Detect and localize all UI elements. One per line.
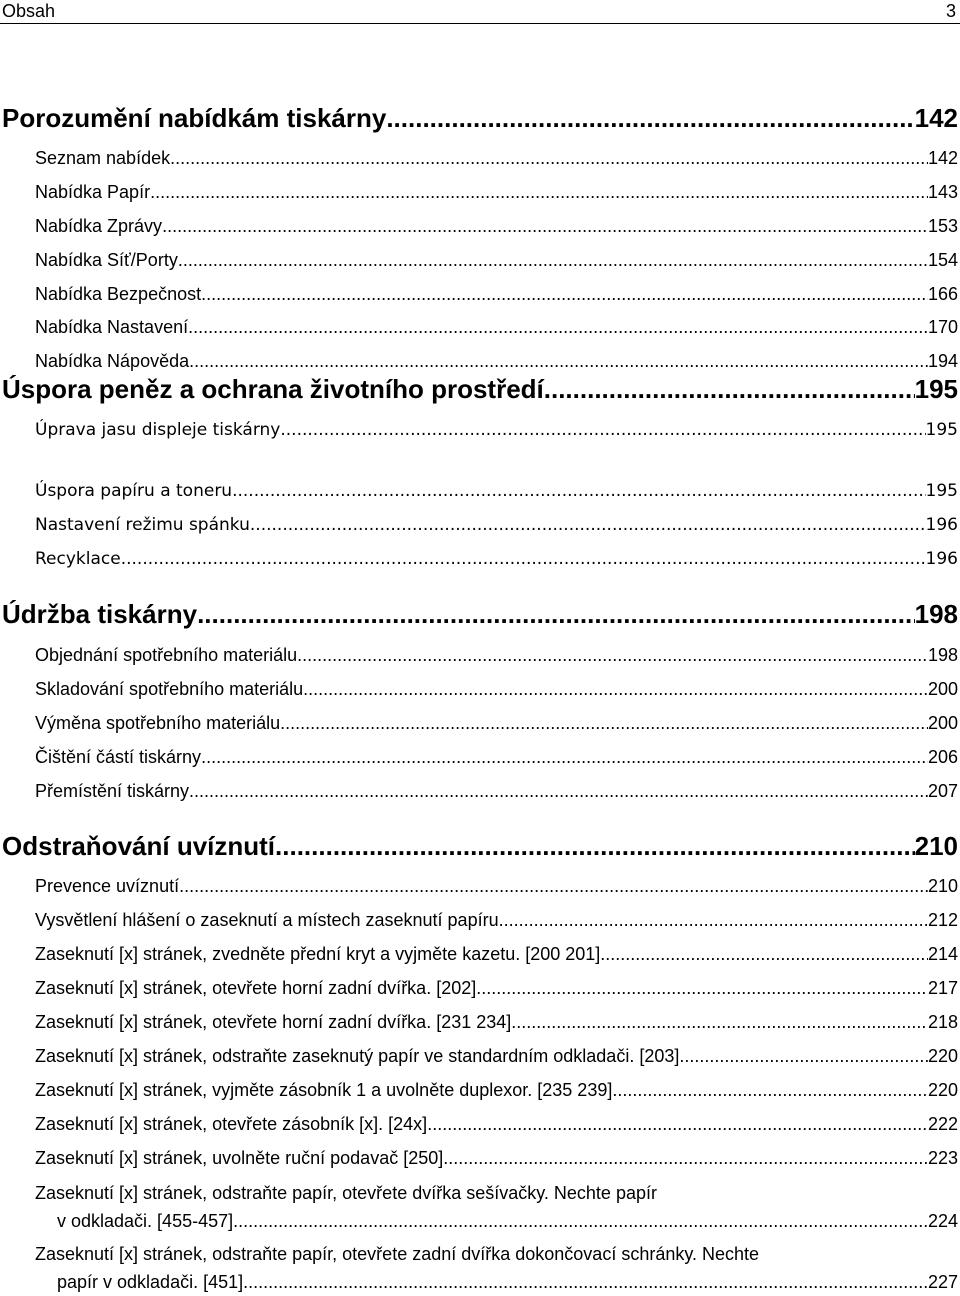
toc-item[interactable]: [35, 908, 958, 932]
item-page: 166: [927, 284, 958, 304]
item-page: 200: [927, 713, 958, 733]
leader-dots: [250, 513, 926, 537]
page-number: 3: [945, 1, 956, 21]
item-label: Recyklace: [35, 549, 121, 569]
toc-item[interactable]: [35, 214, 958, 238]
item-page: 198: [927, 645, 958, 665]
item-label: Objednání spotřebního materiálu: [35, 645, 298, 665]
leader-dots: [280, 711, 928, 735]
chapter-title: Odstraňování uvíznutí: [2, 831, 276, 861]
item-page: 143: [927, 182, 958, 202]
item-label: Úspora papíru a toneru: [35, 481, 233, 501]
toc-item[interactable]: [35, 1010, 958, 1034]
item-page: 218: [927, 1012, 958, 1032]
item-page: 227: [927, 1272, 958, 1292]
leader-dots: [178, 248, 928, 272]
leader-dots: [197, 597, 915, 631]
item-label: Nabídka Nastavení: [35, 317, 189, 337]
leader-dots: [303, 677, 928, 701]
leader-dots: [275, 829, 915, 863]
item-page: 142: [927, 148, 958, 168]
item-page: 153: [927, 216, 958, 236]
item-label: Nastavení režimu spánku: [35, 515, 250, 535]
leader-dots: [544, 372, 915, 406]
leader-dots: [443, 1146, 928, 1170]
toc-item[interactable]: [35, 479, 958, 503]
item-label: Zaseknutí [x] stránek, vyjměte zásobník 1 a uvolněte duplexor. [235 239]: [35, 1080, 613, 1100]
item-page: 195: [925, 481, 958, 501]
leader-dots: [179, 874, 928, 898]
toc-item[interactable]: [35, 1240, 958, 1296]
item-label: Přemístění tiskárny: [35, 781, 190, 801]
leader-dots: [162, 214, 928, 238]
leader-dots: [499, 908, 928, 932]
toc-item[interactable]: [35, 1179, 958, 1235]
item-page: 170: [927, 317, 958, 337]
leader-dots: [201, 745, 928, 769]
item-label: Zaseknutí [x] stránek, otevřete zásobník [x]. [24x]: [35, 1114, 428, 1134]
chapter-title: Údržba tiskárny: [2, 599, 198, 629]
toc-item[interactable]: [35, 315, 958, 339]
toc-item[interactable]: [35, 1044, 958, 1068]
toc-item[interactable]: [35, 547, 958, 571]
toc-item[interactable]: [35, 677, 958, 701]
item-label: Nabídka Papír: [35, 182, 151, 202]
chapter-page: 195: [914, 374, 958, 404]
item-page: 154: [927, 250, 958, 270]
item-page: 222: [927, 1114, 958, 1134]
item-page: 206: [927, 747, 958, 767]
chapter-page: 142: [914, 103, 958, 133]
leader-dots: [189, 349, 928, 373]
leader-dots: [188, 315, 928, 339]
item-label: Skladování spotřebního materiálu: [35, 679, 304, 699]
toc-item[interactable]: [35, 282, 958, 306]
leader-dots: [150, 180, 928, 204]
leader-dots: [170, 146, 928, 170]
toc-chapter[interactable]: [2, 101, 958, 135]
item-page: 223: [927, 1148, 958, 1168]
item-label: Výměna spotřebního materiálu: [35, 713, 281, 733]
leader-dots: [280, 418, 925, 442]
item-label: Úprava jasu displeje tiskárny: [35, 420, 281, 440]
item-label: Čištění částí tiskárny: [35, 747, 202, 767]
item-label-line1: Zaseknutí [x] stránek, odstraňte papír, otevřete dvířka sešívačky. Nechte papír: [35, 1183, 657, 1203]
leader-dots: [189, 779, 928, 803]
item-label-line2: v odkladači. [455-457]: [57, 1211, 234, 1231]
toc-chapter[interactable]: [2, 372, 958, 406]
toc-item[interactable]: [35, 1078, 958, 1102]
item-label: Prevence uvíznutí: [35, 876, 180, 896]
toc-item[interactable]: [35, 779, 958, 803]
item-label-line2: papír v odkladači. [451]: [57, 1272, 244, 1292]
chapter-title: Porozumění nabídkám tiskárny: [2, 103, 387, 133]
toc-chapter[interactable]: [2, 829, 958, 863]
toc-item[interactable]: [35, 976, 958, 1000]
item-page: 224: [927, 1211, 958, 1231]
toc-item[interactable]: [35, 418, 958, 442]
item-page: 212: [927, 910, 958, 930]
item-label: Zaseknutí [x] stránek, uvolněte ruční podavač [250]: [35, 1148, 444, 1168]
item-label: Zaseknutí [x] stránek, zvedněte přední kryt a vyjměte kazetu. [200 201]: [35, 944, 601, 964]
item-label-line1: Zaseknutí [x] stránek, odstraňte papír, otevřete zadní dvířka dokončovací schránky. Nechte: [35, 1244, 760, 1264]
item-page: 220: [927, 1080, 958, 1100]
item-page: 217: [927, 978, 958, 998]
item-page: 196: [925, 549, 958, 569]
leader-dots: [297, 643, 928, 667]
item-page: 220: [927, 1046, 958, 1066]
item-label: Nabídka Nápověda: [35, 351, 190, 371]
item-label: Zaseknutí [x] stránek, otevřete horní zadní dvířka. [202]: [35, 978, 477, 998]
leader-dots: [427, 1112, 928, 1136]
item-page: 210: [927, 876, 958, 896]
item-page: 194: [927, 351, 958, 371]
leader-dots: [121, 547, 926, 571]
section-title: Obsah: [2, 1, 56, 21]
toc-item[interactable]: [35, 349, 958, 373]
item-label: Zaseknutí [x] stránek, otevřete horní zadní dvířka. [231 234]: [35, 1012, 512, 1032]
item-label: Nabídka Síť/Porty: [35, 250, 178, 270]
chapter-page: 210: [914, 831, 958, 861]
leader-dots: [233, 1207, 928, 1235]
leader-dots: [600, 942, 928, 966]
item-page: 195: [925, 420, 958, 440]
chapter-title: Úspora peněz a ochrana životního prostředí: [2, 374, 544, 404]
toc-item[interactable]: [35, 874, 958, 898]
toc-item[interactable]: [35, 711, 958, 735]
leader-dots: [386, 101, 914, 135]
leader-dots: [232, 479, 925, 503]
toc-item[interactable]: [35, 146, 958, 170]
chapter-page: 198: [914, 599, 958, 629]
toc-item[interactable]: [35, 1112, 958, 1136]
leader-dots: [511, 1010, 928, 1034]
item-page: 196: [925, 515, 958, 535]
toc-item[interactable]: [35, 248, 958, 272]
item-label: Nabídka Bezpečnost: [35, 284, 202, 304]
toc-chapter[interactable]: [2, 597, 958, 631]
item-label: Vysvětlení hlášení o zaseknutí a místech zaseknutí papíru: [35, 910, 499, 930]
item-page: 207: [927, 781, 958, 801]
leader-dots: [612, 1078, 928, 1102]
item-page: 214: [927, 944, 958, 964]
item-label: Nabídka Zprávy: [35, 216, 163, 236]
item-page: 200: [927, 679, 958, 699]
toc-item[interactable]: [35, 1146, 958, 1170]
toc-item[interactable]: [35, 942, 958, 966]
item-label: Zaseknutí [x] stránek, odstraňte zaseknutý papír ve standardním odkladači. [203]: [35, 1046, 680, 1066]
toc-item[interactable]: [35, 180, 958, 204]
toc-item[interactable]: [35, 745, 958, 769]
leader-dots: [476, 976, 928, 1000]
toc-item[interactable]: [35, 643, 958, 667]
item-label: Seznam nabídek: [35, 148, 171, 168]
leader-dots: [679, 1044, 928, 1068]
leader-dots: [201, 282, 928, 306]
toc-item[interactable]: [35, 513, 958, 537]
